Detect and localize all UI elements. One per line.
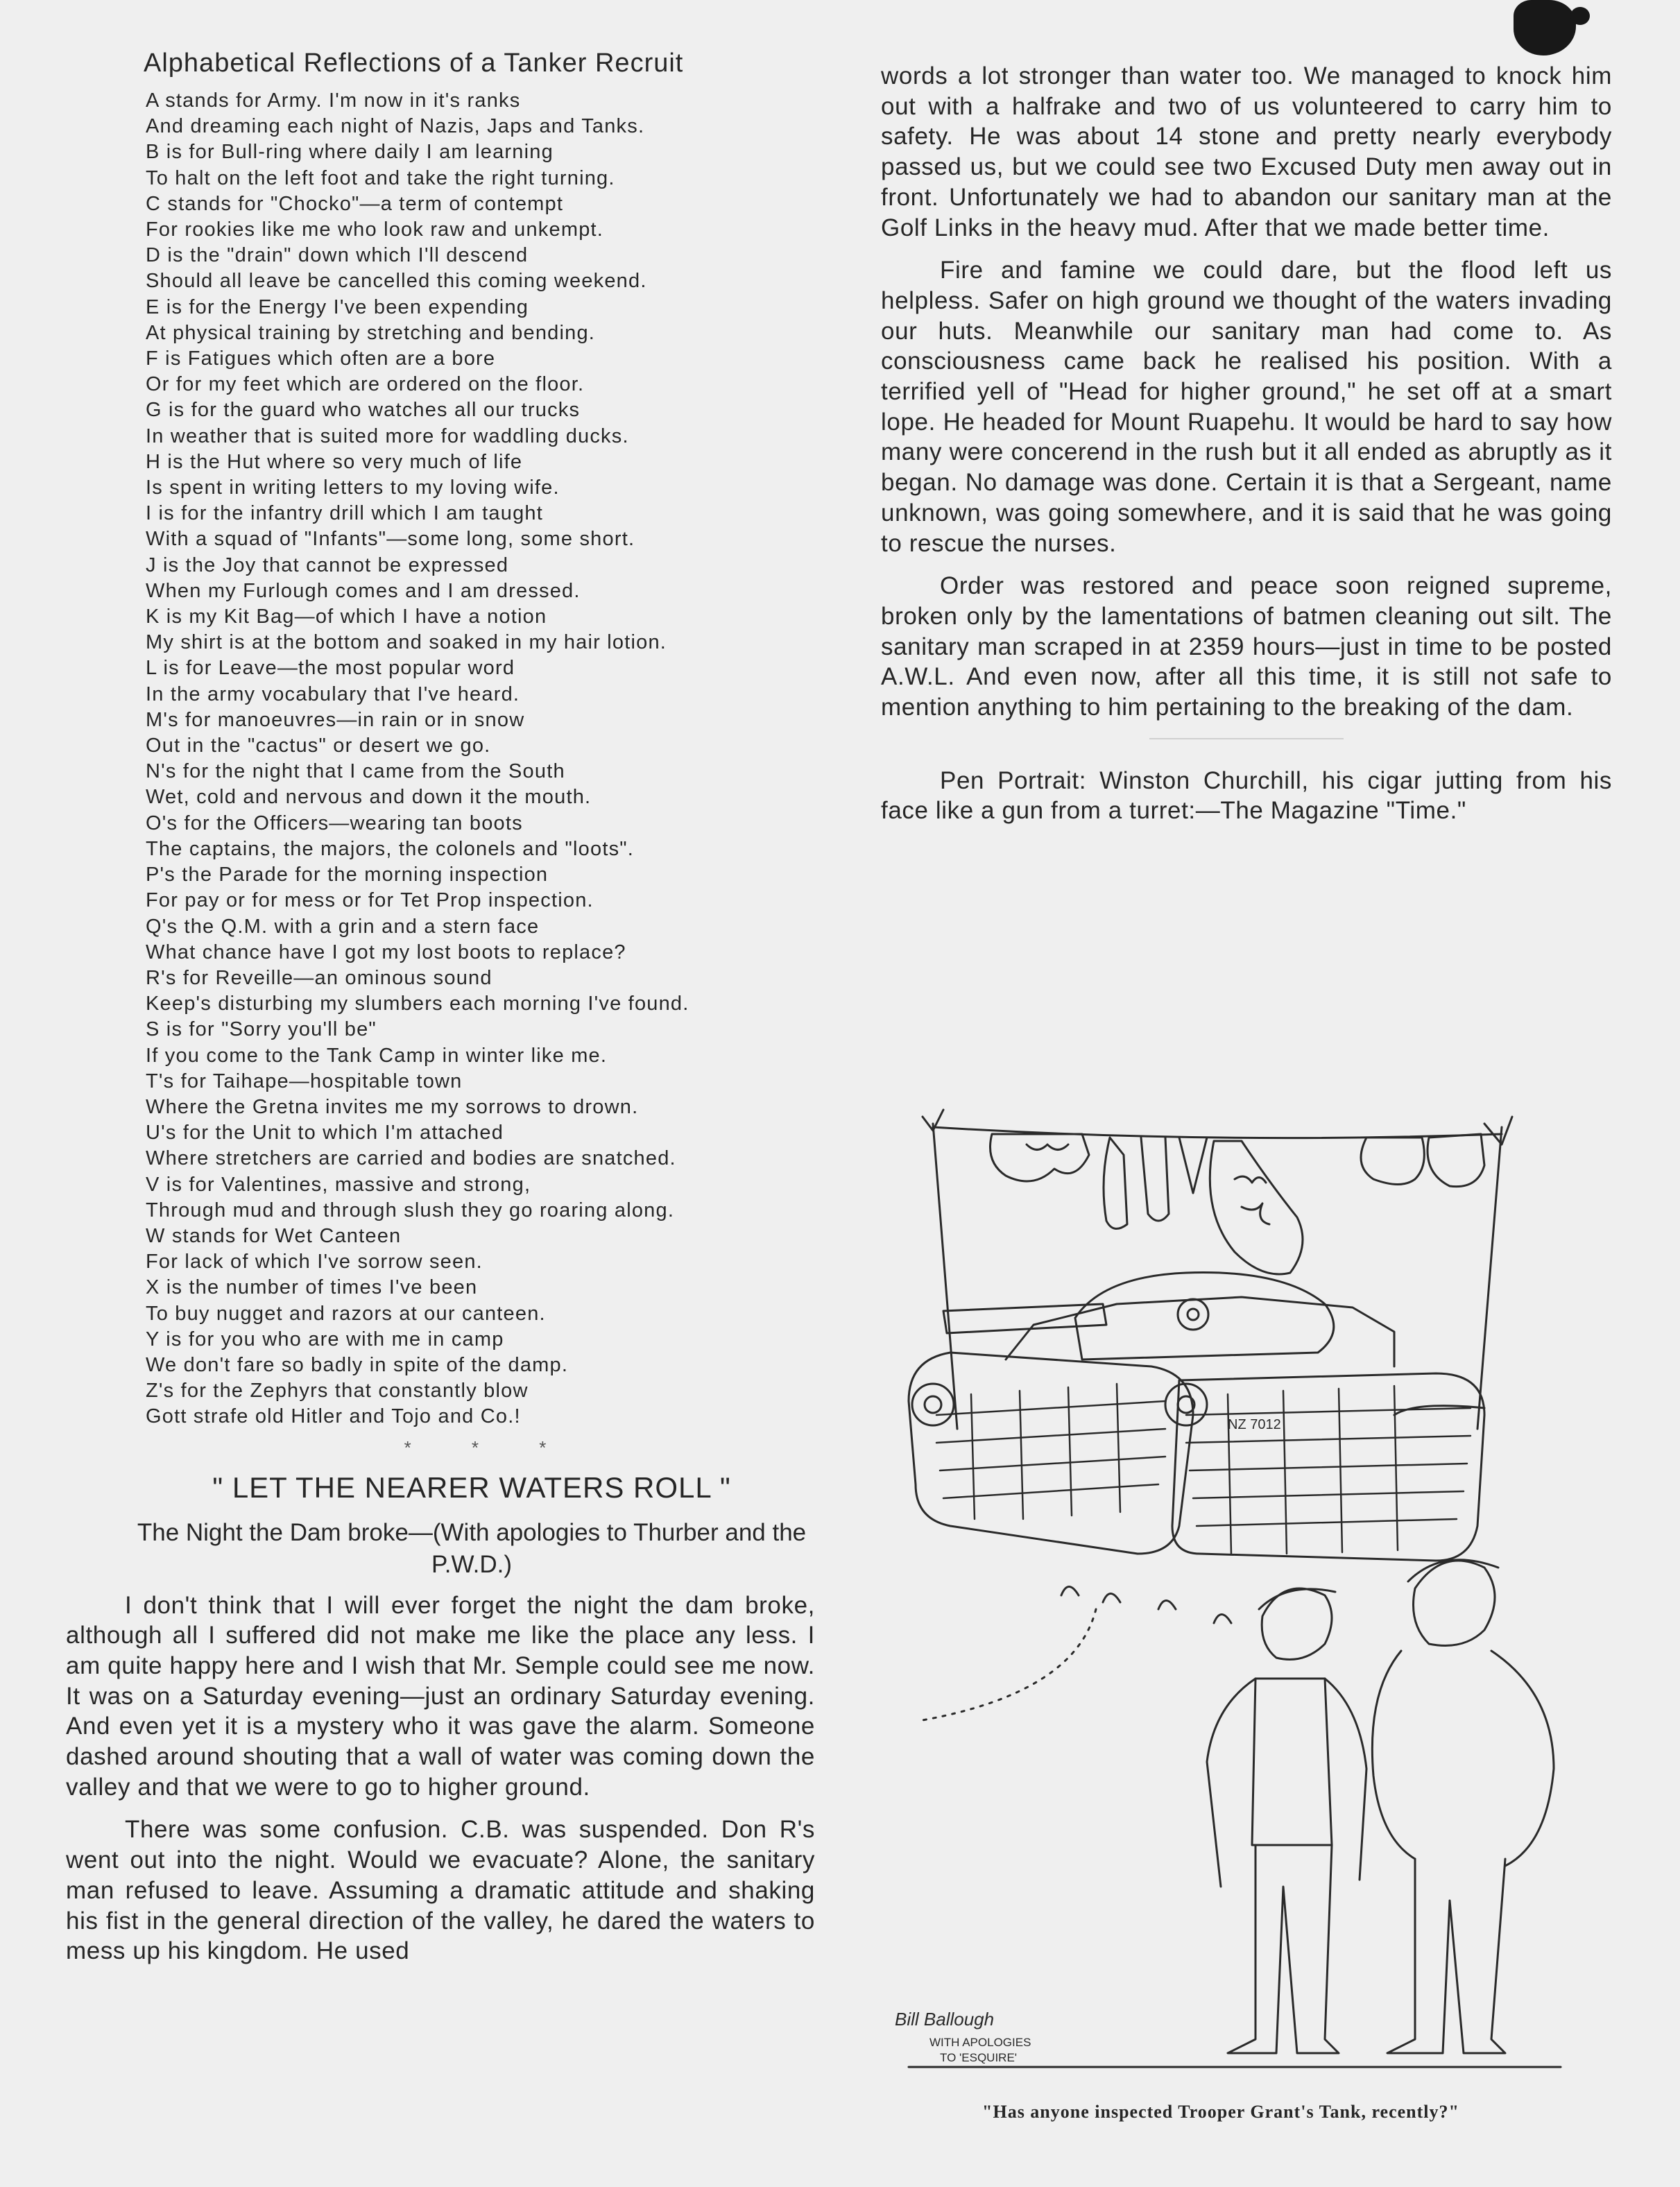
right-column: [881, 61, 1612, 839]
poem-line: At physical training by stretching and bending.: [146, 321, 596, 344]
poem-line: With a squad of "Infants"—some long, some short.: [146, 528, 635, 551]
pen-portrait: Pen Portrait: Winston Churchill, his cigar jutting from his face like a gun from a turret:—The Magazine "Time.": [881, 766, 1612, 825]
poem-line: Out in the "cactus" or desert we go.: [146, 735, 491, 757]
poem-line: N's for the night that I came from the South: [146, 760, 565, 783]
poem-line: Z's for the Zephyrs that constantly blow: [146, 1380, 529, 1403]
tank-turret: [1075, 1273, 1334, 1360]
poem: [146, 88, 815, 1430]
poem-line: R's for Reveille—an ominous sound: [146, 966, 492, 989]
cartoon-caption: "Has anyone inspected Trooper Grant's Tank, recently?": [982, 2102, 1459, 2122]
story-continued: [881, 61, 1612, 826]
poem-line: M's for manoeuvres—in rain or in snow: [146, 708, 525, 731]
story-paragraph: There was some confusion. C.B. was suspended. Don R's went out into the night. Would we evacuate? Alone, the sanitary man refused to leave. Assuming a dramatic attitude and shaking his fist in the general direction of the valley, he dared the waters to mess up his kingdom. He used: [66, 1816, 815, 1965]
poem-line: To buy nugget and razors at our canteen.: [146, 1302, 546, 1325]
poem-line: X is the number of times I've been: [146, 1276, 478, 1299]
poem-line: For rookies like me who look raw and unkempt.: [146, 218, 604, 241]
poem-line: L is for Leave—the most popular word: [146, 657, 515, 680]
poem-line: H is the Hut where so very much of life: [146, 450, 523, 473]
poem-line: W stands for Wet Canteen: [146, 1224, 402, 1247]
laundry-dress: [1210, 1141, 1303, 1274]
poem-line: If you come to the Tank Camp in winter like me.: [146, 1044, 608, 1067]
poem-line: In the army vocabulary that I've heard.: [146, 683, 520, 705]
poem-line: Is spent in writing letters to my loving wife.: [146, 477, 560, 499]
poem-line: Should all leave be cancelled this coming weekend.: [146, 270, 647, 293]
poem-line: J is the Joy that cannot be expressed: [146, 554, 509, 576]
soldier-right-head: [1414, 1561, 1495, 1646]
poem-line: What chance have I got my lost boots to replace?: [146, 941, 626, 963]
divider: [1149, 738, 1344, 739]
poem-line: U's for the Unit to which I'm attached: [146, 1122, 504, 1144]
poem-line: Keep's disturbing my slumbers each morning I've found.: [146, 993, 689, 1015]
left-column: [66, 49, 815, 1966]
poem-line: In weather that is suited more for waddling ducks.: [146, 424, 629, 447]
tank-marking-text: NZ 7012: [1228, 1417, 1281, 1432]
poem-line: And dreaming each night of Nazis, Japs and Tanks.: [146, 115, 645, 138]
poem-line: F is Fatigues which often are a bore: [146, 348, 496, 370]
clothesline: [933, 1127, 1502, 1138]
story-paragraph: words a lot stronger than water too. We managed to knock him out with a halfrake and two of us volunteered to carry him to safety. He was about 14 stone and pretty nearly everybody passed us, but we could see two Excused Duty men away out in front. Unfortunately we had to abandon our sanitary man at the Golf Links in the heavy mud. After that we made better time.: [881, 62, 1612, 241]
poem-line: G is for the guard who watches all our trucks: [146, 399, 581, 422]
poem-line: Where the Gretna invites me my sorrows to drown.: [146, 1095, 639, 1118]
poem-line: P's the Parade for the morning inspection: [146, 864, 549, 886]
ink-stain: [1514, 0, 1576, 55]
poem-line: To halt on the left foot and take the right turning.: [146, 166, 615, 189]
laundry-sock: [1104, 1138, 1127, 1228]
tank-track-left: [909, 1353, 1193, 1554]
poem-line: Gott strafe old Hitler and Tojo and Co.!: [146, 1405, 521, 1428]
poem-line: T's for Taihape—hospitable town: [146, 1070, 463, 1092]
story-body: [66, 1590, 815, 1966]
poem-line: V is for Valentines, massive and strong,: [146, 1173, 531, 1196]
poem-line: My shirt is at the bottom and soaked in my hair lotion.: [146, 631, 667, 654]
soldier-left-body: [1252, 1679, 1332, 1845]
laundry-shorts: [1428, 1134, 1484, 1187]
poem-line: When my Furlough comes and I am dressed.: [146, 579, 581, 602]
story-paragraph: I don't think that I will ever forget the night the dam broke, although all I suffered did not make me like the place any less. I am quite happy here and I wish that Mr. Semple could see me now. It was on a Saturday evening—just an ordinary Saturday evening. And even yet it is a mystery who it was gave the alarm. Someone dashed around shouting that a wall of water was coming down the valley and that we were to go to higher ground.: [66, 1591, 815, 1801]
story-paragraph: Fire and famine we could dare, but the flood left us helpless. Safer on high ground we thought of the waters invading our huts. Meanwhile our sanitary man had come to. As consciousness came back he realised his position. With a terrified yell of "Head for higher ground," he set off at a smart lope. He headed for Mount Ruapehu. It would be hard to say how many were concerend in the rush but it all ended as abruptly as it began. No damage was done. Certain it is that a Sergeant, name unknown, was going somewhere, and it is said that he was going to rescue the nurses.: [881, 257, 1612, 557]
poem-line: E is for the Energy I've been expending: [146, 295, 529, 318]
story-paragraph: Order was restored and peace soon reigned supreme, broken only by the lamentations of batmen cleaning out silt. The sanitary man scraped in at 2359 hours—just in time to be posted A.W.L. And even now, after all this time, it is still not safe to mention anything to him pertaining to the breaking of the dam.: [881, 572, 1612, 721]
cartoon-signature-block: [895, 2009, 1031, 2064]
laundry-vest: [991, 1134, 1090, 1181]
poem-line: Through mud and through slush they go roaring along.: [146, 1199, 675, 1221]
poem-line: O's for the Officers—wearing tan boots: [146, 812, 523, 834]
artist-signature: Bill Ballough: [895, 2009, 995, 2030]
laundry-bra: [1361, 1138, 1424, 1185]
story-subtitle: The Night the Dam broke—(With apologies to Thurber and the P.W.D.): [137, 1518, 807, 1578]
ink-stain-drop: [1570, 7, 1590, 25]
tank-cartoon-illustration: [867, 1068, 1588, 2081]
poem-line: Or for my feet which are ordered on the floor.: [146, 373, 585, 396]
poem-line: D is the "drain" down which I'll descend: [146, 244, 529, 267]
poem-line: S is for "Sorry you'll be": [146, 1018, 377, 1041]
poem-line: For pay or for mess or for Tet Prop inspection.: [146, 889, 594, 912]
poem-line: K is my Kit Bag—of which I have a notion: [146, 606, 547, 628]
poem-line: Q's the Q.M. with a grin and a stern face: [146, 915, 540, 938]
apology-line-1: WITH APOLOGIES: [929, 2036, 1031, 2049]
poem-title: Alphabetical Reflections of a Tanker Recruit: [144, 49, 684, 78]
poem-line: Y is for you who are with me in camp: [146, 1328, 504, 1350]
poem-line: Wet, cold and nervous and down it the mouth.: [146, 786, 592, 809]
story-title: " LET THE NEARER WATERS ROLL ": [212, 1470, 731, 1504]
poem-line: Where stretchers are carried and bodies are snatched.: [146, 1147, 676, 1170]
poem-line: For lack of which I've sorrow seen.: [146, 1251, 483, 1273]
poem-line: B is for Bull-ring where daily I am learning: [146, 141, 554, 164]
poem-line: A stands for Army. I'm now in it's ranks: [146, 89, 521, 112]
section-separator: * * *: [404, 1436, 574, 1458]
poem-line: We don't fare so badly in spite of the damp.: [146, 1353, 569, 1376]
poem-line: I is for the infantry drill which I am taught: [146, 502, 543, 525]
apology-line-2: TO 'ESQUIRE': [940, 2051, 1018, 2064]
poem-line: C stands for "Chocko"—a term of contempt: [146, 192, 564, 215]
poem-line: The captains, the majors, the colonels and "loots".: [146, 837, 635, 860]
